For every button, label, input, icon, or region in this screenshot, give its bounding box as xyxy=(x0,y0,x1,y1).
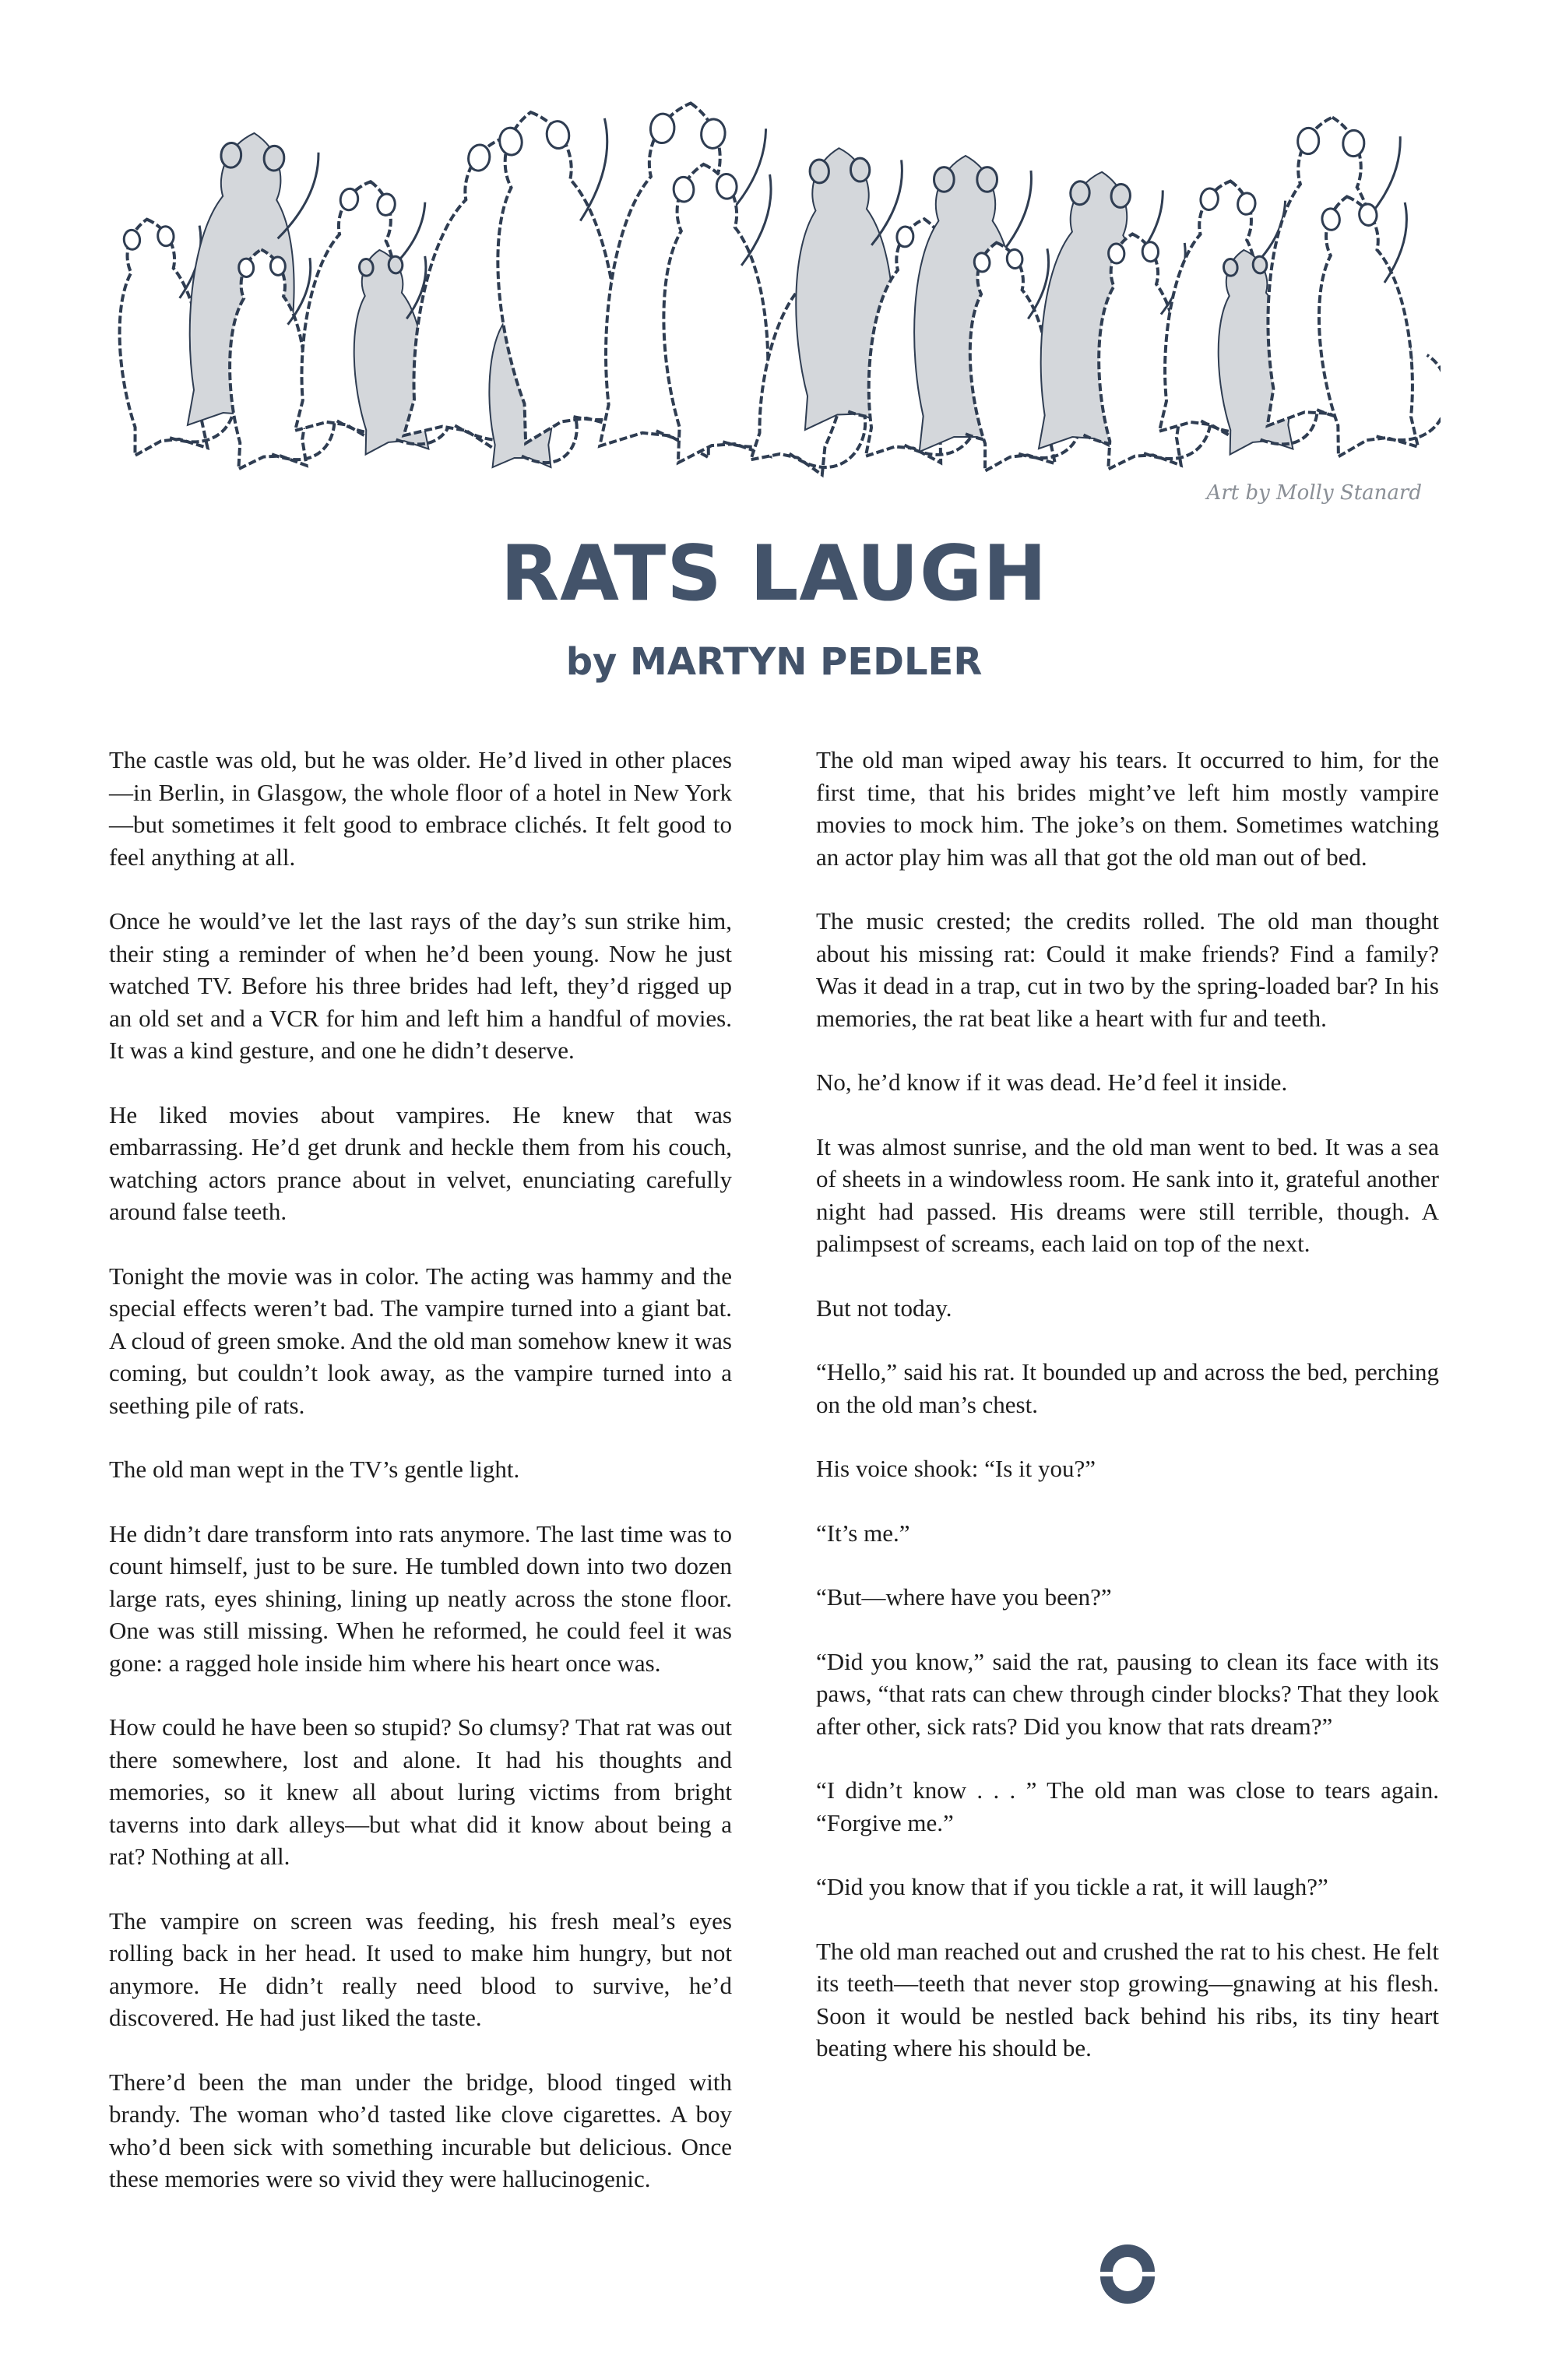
paragraph: It was almost sunrise, and the old man went to bed. It was a sea of sheets in a windowless room. He sank into it, grateful another night had passed. His dreams were still terrible, though. A palimpsest of screams, each laid on top of the next. xyxy=(816,1132,1439,1257)
story-byline: by MARTYN PEDLER xyxy=(565,640,983,684)
paragraph: “I didn’t know . . . ” The old man was close to tears again. “Forgive me.” xyxy=(816,1776,1439,1836)
end-mark-icon xyxy=(1096,2240,1159,2304)
paragraph: He liked movies about vampires. He knew that was embarrassing. He’d get drunk and heckle them from his couch, watching actors prance about in velvet, enunciating carefully around false teeth. xyxy=(109,1100,732,1225)
paragraph: “But—where have you been?” xyxy=(816,1583,1112,1611)
story-title: RATS LAUGH xyxy=(500,530,1048,618)
paragraph: “Hello,” said his rat. It bounded up and across the bed, perching on the old man’s chest. xyxy=(816,1358,1439,1418)
left-column xyxy=(109,744,732,2227)
dancing-rats-illustration xyxy=(117,62,1441,498)
paragraph: His voice shook: “Is it you?” xyxy=(816,1455,1096,1482)
paragraph: But not today. xyxy=(816,1294,952,1322)
paragraph: The old man wept in the TV’s gentle light. xyxy=(109,1456,520,1483)
art-credit: Art by Molly Stanard xyxy=(1206,481,1422,505)
paragraph: How could he have been so stupid? So clumsy? That rat was out there somewhere, lost and alone. It had his thoughts and memories, so it knew all about luring victims from bright taverns into dark alleys—but what did it know about being a rat? Nothing at all. xyxy=(109,1713,732,1870)
paragraph: The old man wiped away his tears. It occurred to him, for the first time, that his brides might’ve left him mostly vampire movies to mock him. The joke’s on them. Sometimes watching an actor play him was all that got the old man out of bed. xyxy=(816,746,1439,871)
paragraph: He didn’t dare transform into rats anymore. The last time was to count himself, just to be sure. He tumbled down into two dozen large rats, eyes shining, lining up neatly across the stone floor. One was still missing. When he reformed, he could feel it was gone: a ragged hole inside him where his heart once was. xyxy=(109,1519,732,1677)
paragraph: No, he’d know if it was dead. He’d feel it inside. xyxy=(816,1069,1288,1096)
paragraph: There’d been the man under the bridge, blood tinged with brandy. The woman who’d tasted like clove cigarettes. A boy who’d been sick with something incurable but delicious. Once these memories were so vivid they were hallucinogenic. xyxy=(109,2068,732,2192)
paragraph: Once he would’ve let the last rays of the day’s sun strike him, their sting a reminder of when he’d been young. Now he just watched TV. Before his three brides had left, they’d rigged up an old set and a VCR for him and left him a handful of movies. It was a kind gesture, and one he didn’t deserve. xyxy=(109,907,732,1064)
right-column xyxy=(816,744,1439,2097)
paragraph: Tonight the movie was in color. The acting was hammy and the special effects weren’t bad. The vampire turned into a giant bat. A cloud of green smoke. And the old man somehow knew it was coming, but couldn’t look away, as the vampire turned into a seething pile of rats. xyxy=(109,1262,732,1419)
paragraph: The music crested; the credits rolled. The old man thought about his missing rat: Could it make friends? Find a family? Was it dead in a trap, cut in two by the spring-loaded bar? In his memories, the rat beat like a heart with fur and teeth. xyxy=(816,907,1439,1032)
paragraph: “It’s me.” xyxy=(816,1519,910,1547)
paragraph: The castle was old, but he was older. He’d lived in other places—in Berlin, in Glasgow, the whole floor of a hotel in New York—but sometimes it felt good to embrace clichés. It felt good to feel anything at all. xyxy=(109,746,732,871)
paragraph: The vampire on screen was feeding, his fresh meal’s eyes rolling back in her head. It used to make him hungry, but not anymore. He didn’t really need blood to survive, he’d discovered. He had just liked the taste. xyxy=(109,1906,732,2031)
paragraph: “Did you know,” said the rat, pausing to clean its face with its paws, “that rats can chew through cinder blocks? That they look after other, sick rats? Did you know that rats dream?” xyxy=(816,1647,1439,1740)
paragraph: “Did you know that if you tickle a rat, it will laugh?” xyxy=(816,1873,1328,1900)
paragraph: The old man reached out and crushed the rat to his chest. He felt its teeth—teeth that never stop growing—gnawing at his flesh. Soon it would be nestled back behind his ribs, its tiny heart beating where his should be. xyxy=(816,1937,1439,2061)
